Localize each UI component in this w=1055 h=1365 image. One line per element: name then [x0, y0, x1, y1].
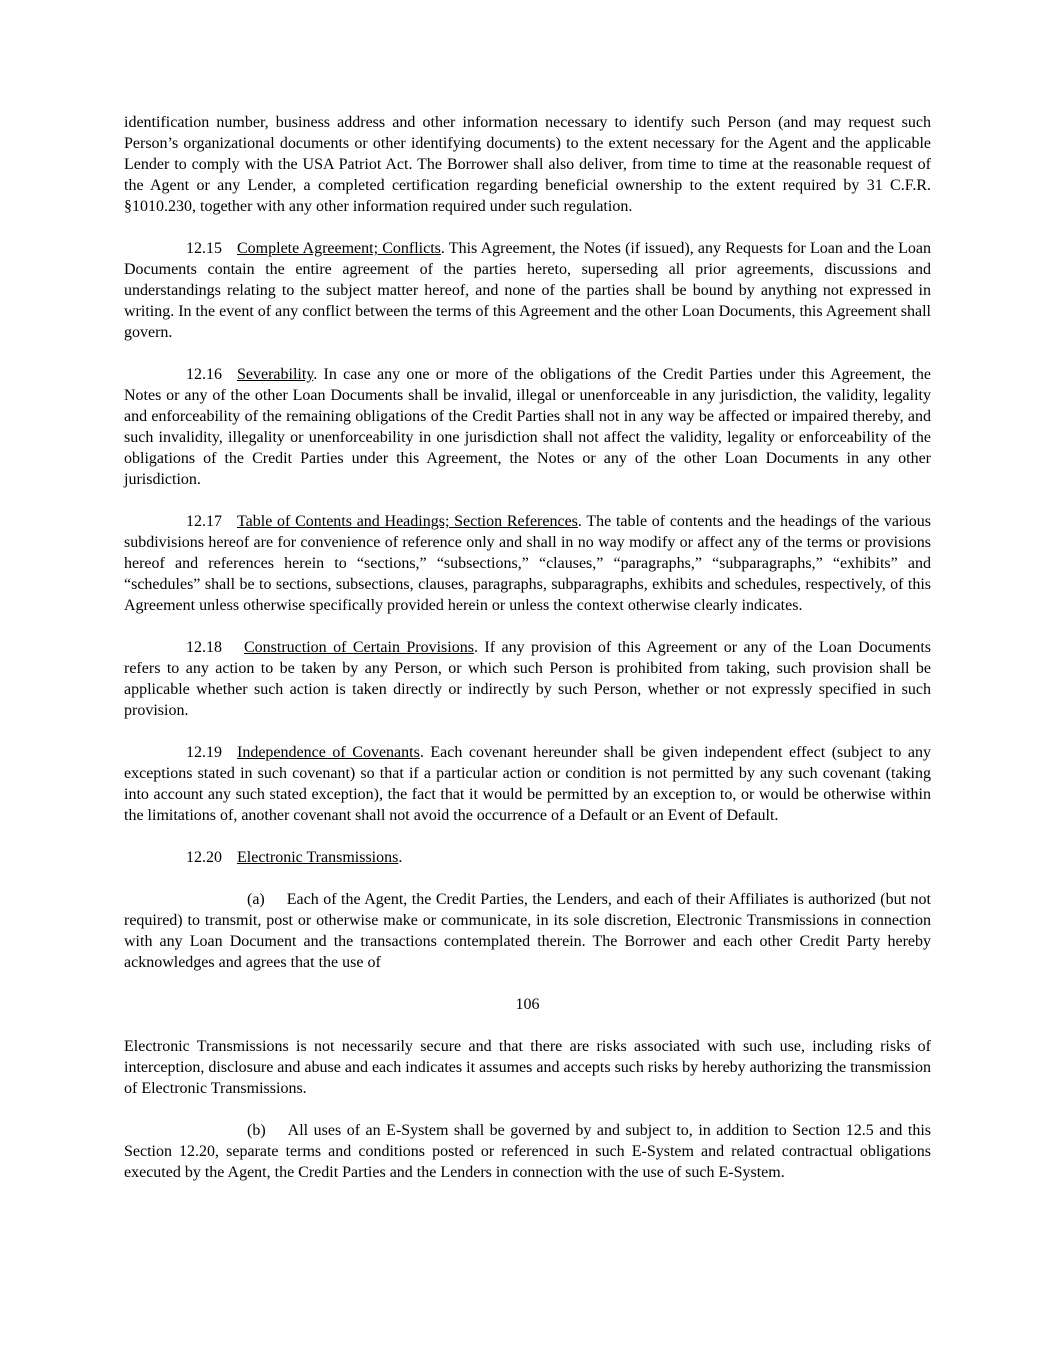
section-number: 12.15: [186, 240, 222, 257]
subparagraph-label: (a): [247, 891, 265, 908]
section-number: 12.16: [186, 366, 222, 383]
section-paragraph-12-16: [124, 364, 931, 490]
section-body: . The table of contents and the headings of the various subdivisions hereof are for convenience of reference only and shall in no way modify or affect any of the terms or provisions hereof and references herein to “sections,” “subsections,” “clauses,” “paragraphs,” “subparagraphs,” “exhibits” and “schedules” shall be to sections, subsections, clauses, paragraphs, subparagraphs, exhibits and schedules, respectively, of this Agreement unless otherwise specifically provided herein or unless the context otherwise clearly indicates.: [124, 513, 932, 614]
section-heading: Table of Contents and Headings; Section References: [237, 513, 578, 530]
subparagraph-b: [124, 1120, 931, 1183]
section-heading: Independence of Covenants: [237, 744, 420, 761]
page-number: [124, 994, 931, 1015]
section-paragraph-12-15: [124, 238, 931, 343]
section-body: .: [398, 849, 403, 866]
section-heading: Complete Agreement; Conflicts: [237, 240, 441, 257]
subparagraph-a: [124, 889, 931, 973]
page-number-text: 106: [515, 996, 540, 1013]
subparagraph-text: All uses of an E-System shall be governed by and subject to, in addition to Section 12.5 and this Section 12.20, separate terms and conditions posted or referenced in such E-System and related contractual obligations executed by the Agent, the Credit Parties and the Lenders in connection with the use of such E-System.: [124, 1122, 931, 1181]
section-number: 12.19: [186, 744, 222, 761]
paragraph-text: Electronic Transmissions is not necessarily secure and that there are risks associated with such use, including risks of interception, disclosure and abuse and each indicates it assumes and accepts such risks by hereby authorizing the transmission of Electronic Transmissions.: [124, 1038, 931, 1097]
section-body: . Each covenant hereunder shall be given independent effect (subject to any exceptions stated in such covenant) so that if a particular action or condition is not permitted by any such covenant (taking into account any such stated exception), the fact that it would be permitted by an exception to, or would be otherwise within the limitations of, another covenant shall not avoid the occurrence of a Default or an Event of Default.: [124, 744, 931, 824]
section-number: 12.20: [186, 849, 222, 866]
section-number: 12.17: [186, 513, 222, 530]
subparagraph-label: (b): [247, 1122, 266, 1139]
section-paragraph-12-18: [124, 637, 931, 721]
section-paragraph-12-19: [124, 742, 931, 826]
section-body: . If any provision of this Agreement or any of the Loan Documents refers to any action to be taken by any Person, or which such Person is prohibited from taking, such provision shall be applicable whether such action is taken directly or indirectly by such Person, whether or not expressly specified in such provision.: [124, 639, 932, 719]
subparagraph-text: Each of the Agent, the Credit Parties, the Lenders, and each of their Affiliates is authorized (but not required) to transmit, post or otherwise make or communicate, in its sole discretion, Electronic Transmissions in connection with any Loan Document and the transactions contemplated therein. The Borrower and each other Credit Party hereby acknowledges and agrees that the use of: [124, 891, 931, 971]
section-heading: Severability: [237, 366, 314, 383]
paragraph-text: identification number, business address and other information necessary to identify such Person (and may request such Person’s organizational documents or other identifying documents) to the extent necessary for the Agent and the applicable Lender to comply with the USA Patriot Act. The Borrower shall also deliver, from time to time at the reasonable request of the Agent or any Lender, a completed certification regarding beneficial ownership to the extent required by 31 C.F.R. §1010.230, together with any other information required under such regulation.: [124, 114, 931, 215]
section-paragraph-12-20: [124, 847, 931, 868]
section-body: . This Agreement, the Notes (if issued), any Requests for Loan and the Loan Documents contain the entire agreement of the parties hereto, superseding all prior agreements, discussions and understandings relating to the subject matter hereof, and none of the parties shall be bound by anything not expressed in writing. In the event of any conflict between the terms of this Agreement and the other Loan Documents, this Agreement shall govern.: [124, 240, 931, 341]
section-number: 12.18: [186, 639, 222, 656]
section-heading: Electronic Transmissions: [237, 849, 399, 866]
section-paragraph-12-17: [124, 511, 931, 616]
continuation-paragraph-bottom: [124, 1036, 931, 1099]
section-body: . In case any one or more of the obligations of the Credit Parties under this Agreement, the Notes or any of the other Loan Documents shall be invalid, illegal or unenforceable in any jurisdiction, the validity, legality and enforceability of the remaining obligations of the Credit Parties shall not in any way be affected or impaired thereby, and such invalidity, illegality or unenforceability in one jurisdiction shall not affect the validity, legality or enforceability of the obligations of the Credit Parties under this Agreement, the Notes or any of the other Loan Documents in any other jurisdiction.: [124, 366, 931, 488]
section-heading: Construction of Certain Provisions: [244, 639, 474, 656]
continuation-paragraph-top: [124, 112, 931, 217]
